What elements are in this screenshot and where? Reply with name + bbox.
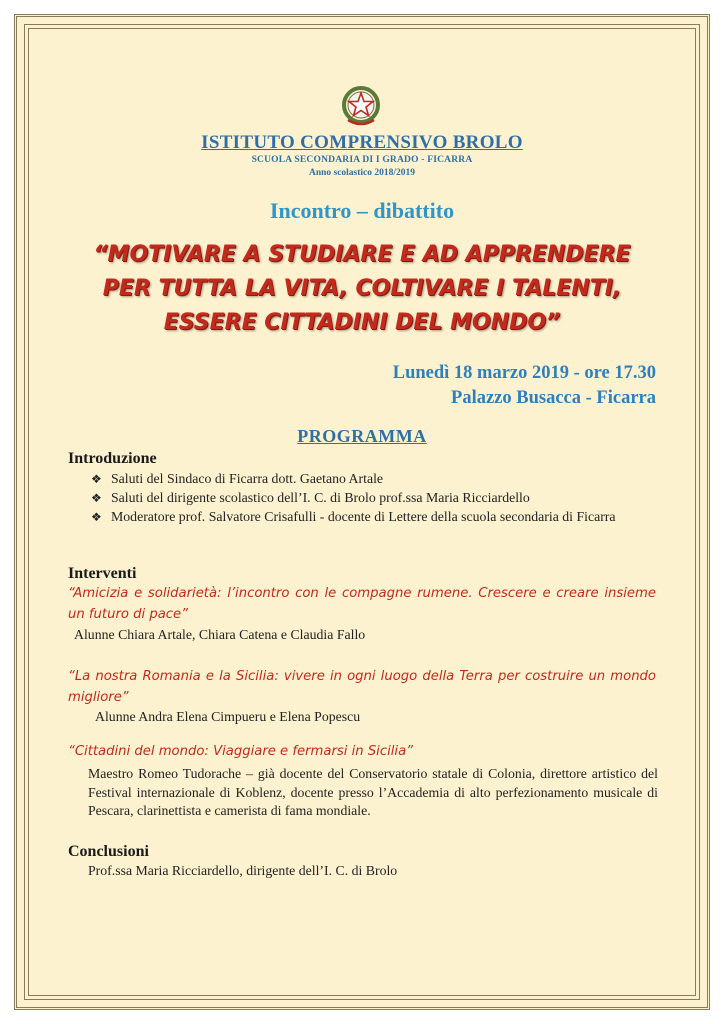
bullet-icon: ❖: [91, 510, 102, 524]
intro-item-text: Moderatore prof. Salvatore Crisafulli - docente di Lettere della scuola secondaria di Ficarra: [111, 509, 616, 524]
talk-2-speakers: Alunne Andra Elena Cimpueru e Elena Popescu: [95, 709, 361, 724]
conclusioni-text: Prof.ssa Maria Ricciardello, dirigente dell’I. C. di Brolo: [88, 863, 398, 878]
bullet-icon: ❖: [91, 491, 102, 505]
school-name: ISTITUTO COMPRENSIVO BROLO: [201, 132, 523, 153]
event-type: Incontro – dibattito: [269, 198, 455, 223]
republic-emblem-icon: [340, 84, 382, 128]
event-title-line-1: “MOTIVARE A STUDIARE E AD APPRENDERE: [93, 242, 631, 267]
school-subtitle: SCUOLA SECONDARIA DI I GRADO - FICARRA: [251, 155, 473, 165]
talk-2-title: “La nostra Romania e la Sicilia: vivere in ogni luogo della Terra per costruire un mondo migliore”: [68, 669, 656, 705]
talk-3-title: “Cittadini del mondo: Viaggiare e fermarsi in Sicilia”: [68, 744, 414, 759]
talk-3-speakers: Maestro Romeo Tudorache – già docente del Conservatorio statale di Colonia, direttore artistico del Festival internazionale di Koblenz, docente presso l’Accademia di alto perfezionamento musicale di Pescara, clarinettista e camerista di fama mondiale.: [88, 766, 658, 818]
intro-item-text: Saluti del dirigente scolastico dell’I. C. di Brolo prof.ssa Maria Ricciardello: [111, 490, 530, 505]
intro-item-3: [91, 508, 651, 527]
programme-heading: PROGRAMMA: [297, 426, 427, 446]
bullet-icon: ❖: [91, 472, 102, 486]
school-year: Anno scolastico 2018/2019: [308, 168, 416, 178]
intro-item-1: [91, 470, 651, 489]
section-introduzione: Introduzione: [68, 450, 157, 467]
intro-item-text: Saluti del Sindaco di Ficarra dott. Gaetano Artale: [111, 471, 384, 486]
event-date: Lunedì 18 marzo 2019 - ore 17.30: [392, 363, 656, 383]
event-place: Palazzo Busacca - Ficarra: [451, 388, 656, 408]
talk-1-title: “Amicizia e solidarietà: l’incontro con le compagne rumene. Crescere e creare insieme un futuro di pace”: [68, 586, 656, 622]
section-interventi: Interventi: [68, 565, 137, 582]
section-conclusioni: Conclusioni: [68, 843, 149, 860]
event-title-line-3: ESSERE CITTADINI DEL MONDO”: [163, 310, 561, 335]
intro-item-2: [91, 489, 651, 508]
talk-1-speakers: Alunne Chiara Artale, Chiara Catena e Claudia Fallo: [74, 627, 366, 642]
event-title-line-2: PER TUTTA LA VITA, COLTIVARE I TALENTI,: [102, 276, 622, 301]
